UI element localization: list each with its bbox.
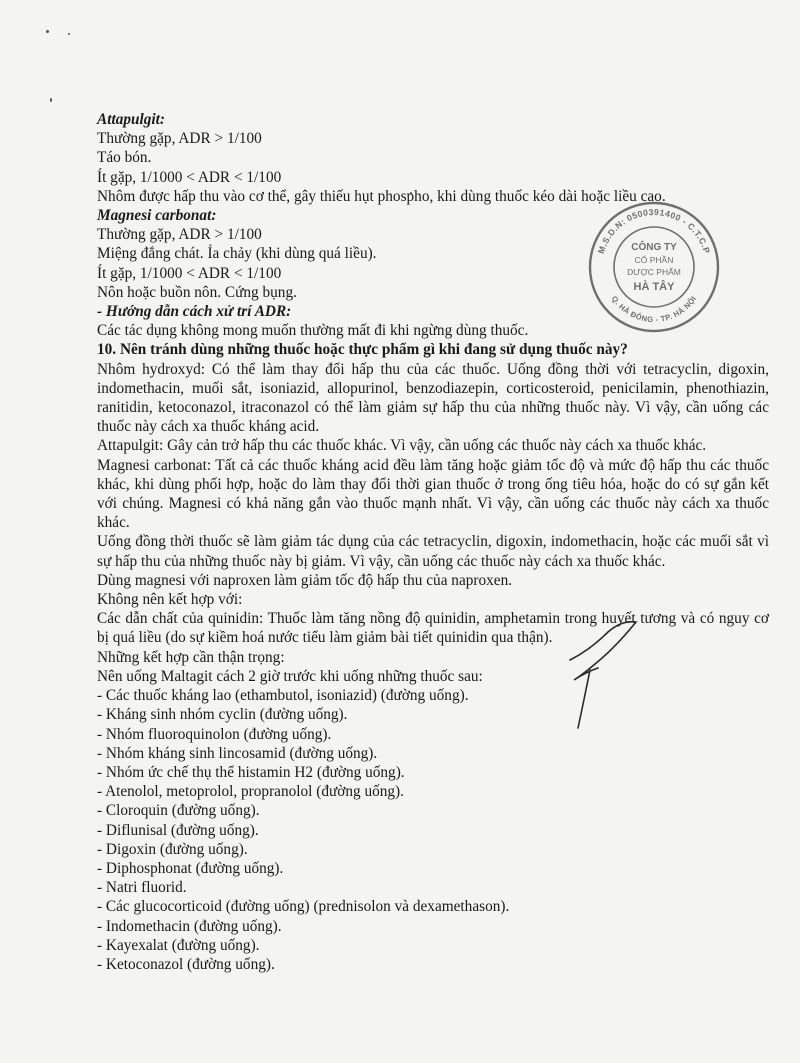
section-10-heading: 10. Nên tránh dùng những thuốc hoặc thực phẩm gì khi đang sử dụng thuốc này? <box>97 341 628 359</box>
list-item: - Nhóm ức chế thụ thể histamin H2 (đường uống). <box>97 763 405 781</box>
magnesi-line: Ít gặp, 1/1000 < ADR < 1/100 <box>97 264 282 282</box>
attapulgit-line: Ít gặp, 1/1000 < ADR < 1/100 <box>97 168 282 186</box>
list-item: - Nhóm fluoroquinolon (đường uống). <box>97 725 332 743</box>
section-10-paragraph: Nhôm hydroxyd: Có thể làm thay đổi hấp thu của các thuốc. Uống đồng thời với tetracyclin, digoxin, indomethacin, muối sắt, isoniazid, allopurinol, benzodiazepin, corticosteroid, penicilamin, phenothiazin, ranitidin, ketoconazol, itraconazol có thể làm giảm sự hấp thu của những thuốc này. Vì vậy, cần uống các thuốc này cách xa thuốc kháng acid. <box>97 360 769 436</box>
stamp-line-company: CÔNG TY <box>631 242 677 253</box>
adr-guide-title: - Hướng dẫn cách xử trí ADR: <box>97 303 292 321</box>
adr-guide-text: Các tác dụng không mong muốn thường mất đi khi ngừng dùng thuốc. <box>97 322 529 340</box>
list-item: - Diflunisal (đường uống). <box>97 821 259 839</box>
list-item: - Indomethacin (đường uống). <box>97 917 282 935</box>
signature-mark <box>560 620 640 730</box>
list-item: - Kayexalat (đường uống). <box>97 936 260 954</box>
section-10-paragraph: Không nên kết hợp với: <box>97 591 243 609</box>
list-item: - Ketoconazol (đường uống). <box>97 955 275 973</box>
magnesi-line: Thường gặp, ADR > 1/100 <box>97 226 262 244</box>
section-10-paragraph: Magnesi carbonat: Tất cả các thuốc kháng acid đều làm tăng hoặc giảm tốc độ và mức độ hấp thu các thuốc khác, khi dùng phối hợp, hoặc do làm thay đổi thời gian thuốc ở trong ống tiêu hóa, hoặc do có sự gắn kết với chúng. Magnesi có khả năng gắn vào thuốc mạnh nhất. Vì vậy, cần uống các thuốc này cách xa thuốc khác. <box>97 456 769 532</box>
attapulgit-line: Thường gặp, ADR > 1/100 <box>97 130 262 148</box>
list-item: - Natri fluorid. <box>97 879 187 897</box>
scan-speck <box>46 30 49 33</box>
section-10-paragraph: Các dẫn chất của quinidin: Thuốc làm tăng nồng độ quinidin, amphetamin trong huyết tương và có nguy cơ bị quá liều (do sự kiềm hoá nước tiểu làm giảm bài tiết quinidin qua thận). <box>97 610 769 647</box>
list-item: - Cloroquin (đường uống). <box>97 802 260 820</box>
list-item: - Kháng sinh nhóm cyclin (đường uống). <box>97 706 348 724</box>
stamp-line-type: CỔ PHẦN <box>634 255 674 265</box>
svg-text:Q. HÀ ĐÔNG - TP. HÀ NỘI <box>610 294 698 324</box>
list-item: - Diphosphonat (đường uống). <box>97 859 284 877</box>
list-item: - Các glucocorticoid (đường uống) (prednisolon và dexamethason). <box>97 898 510 916</box>
company-stamp <box>587 200 721 334</box>
section-10-paragraph: Attapulgit: Gây cản trở hấp thu các thuốc khác. Vì vậy, cần uống các thuốc này cách xa thuốc khác. <box>97 437 707 455</box>
list-item: - Atenolol, metoprolol, propranolol (đường uống). <box>97 783 404 801</box>
magnesi-title: Magnesi carbonat: <box>97 207 217 225</box>
scan-speck <box>50 98 52 102</box>
list-item: - Digoxin (đường uống). <box>97 840 248 858</box>
section-10-paragraph: Những kết hợp cần thận trọng: <box>97 648 285 666</box>
list-item: - Các thuốc kháng lao (ethambutol, isoniazid) (đường uống). <box>97 687 469 705</box>
magnesi-line: Nôn hoặc buồn nôn. Cứng bụng. <box>97 283 297 301</box>
attapulgit-title: Attapulgit: <box>97 111 165 128</box>
stamp-ring-text: M.S.D.N: 0500391400 - C.T.C.P <box>595 206 713 255</box>
attapulgit-line: Táo bón. <box>97 149 152 167</box>
stamp-line-sector: DƯỢC PHẨM <box>627 267 681 277</box>
section-10-paragraph: Uống đồng thời thuốc sẽ làm giảm tác dụng của các tetracyclin, digoxin, indomethacin, hoặc các muối sắt vì sự hấp thu của những thuốc này bị giảm. Vì vậy, cần uống các thuốc này cách xa thuốc khác. <box>97 533 769 570</box>
section-10-paragraph: Nên uống Maltagit cách 2 giờ trước khi uống những thuốc sau: <box>97 667 483 685</box>
stamp-line-name: HÀ TÂY <box>633 281 675 293</box>
attapulgit-line: Nhôm được hấp thu vào cơ thể, gây thiếu hụt phospho, khi dùng thuốc kéo dài hoặc liều cao. <box>97 187 666 205</box>
scan-speck <box>68 33 70 35</box>
drug-list <box>97 686 769 974</box>
magnesi-line: Miệng đắng chát. Ỉa chảy (khi dùng quá liều). <box>97 245 377 263</box>
stamp-bottom-text: Q. HÀ ĐÔNG - TP. HÀ NỘI <box>609 294 699 325</box>
list-item: - Nhóm kháng sinh lincosamid (đường uống). <box>97 744 378 762</box>
section-10-paragraph: Dùng magnesi với naproxen làm giảm tốc độ hấp thu của naproxen. <box>97 571 513 589</box>
